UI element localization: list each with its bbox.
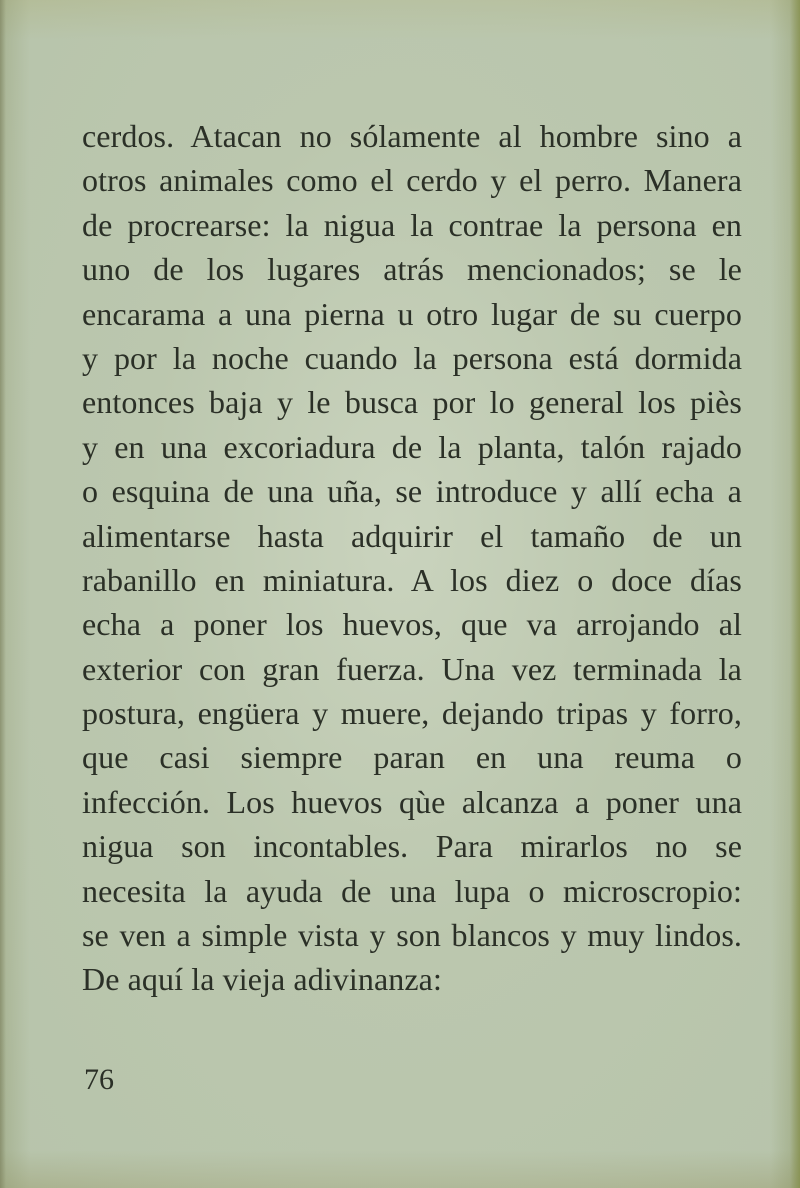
page-number: 76	[84, 1063, 114, 1096]
text-line-6: y por la noche cuando la persona está dormida	[82, 339, 742, 376]
text-line-3: de procrearse: la nigua la contrae la persona en	[82, 206, 742, 243]
text-line-8: y en una excoriadura de la planta, talón rajado	[82, 428, 742, 465]
body-text	[82, 114, 742, 1002]
text-line-18: necesita la ayuda de una lupa o microscropio:	[82, 872, 742, 909]
text-line-7: entonces baja y le busca por lo general los piès	[82, 384, 742, 421]
text-line-4: uno de los lugares atrás mencionados; se le	[82, 251, 742, 288]
page-edge-left	[0, 0, 6, 1188]
text-line-14: postura, engüera y muere, dejando tripas y forro,	[82, 695, 742, 732]
text-line-11: rabanillo en miniatura. A los diez o doce días	[82, 561, 742, 598]
text-line-20: De aquí la vieja adivinanza:	[82, 961, 442, 998]
text-line-19: se ven a simple vista y son blancos y muy lindos.	[82, 917, 742, 954]
text-line-12: echa a poner los huevos, que va arrojando al	[82, 606, 742, 643]
text-line-15: que casi siempre paran en una reuma o	[82, 739, 742, 776]
text-line-16: infección. Los huevos qùe alcanza a poner una	[82, 783, 742, 820]
text-line-2: otros animales como el cerdo y el perro. Manera	[82, 162, 742, 199]
text-line-1: cerdos. Atacan no sólamente al hombre sino a	[82, 118, 742, 154]
text-line-10: alimentarse hasta adquirir el tamaño de un	[82, 517, 742, 554]
text-line-17: nigua son incontables. Para mirarlos no se	[82, 828, 742, 865]
text-line-13: exterior con gran fuerza. Una vez terminada la	[82, 650, 742, 687]
page-edge-right	[790, 0, 800, 1188]
text-line-9: o esquina de una uña, se introduce y allí echa a	[82, 473, 742, 510]
text-line-5: encarama a una pierna u otro lugar de su cuerpo	[82, 295, 742, 332]
